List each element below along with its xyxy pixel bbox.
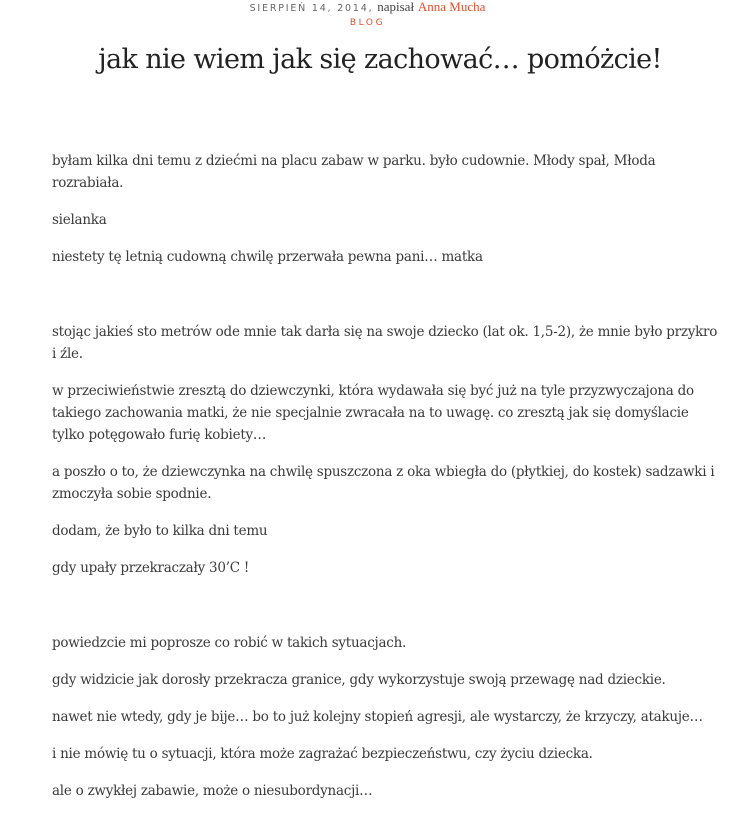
post-category-link[interactable]: BLOG bbox=[349, 18, 386, 28]
paragraph-spacer bbox=[52, 283, 718, 321]
paragraph: gdy upały przekraczały 30’C ! bbox=[52, 560, 250, 576]
paragraph: a poszło o to, że dziewczynka na chwilę spuszczona z oka wbiegła do (płytkiej, do kostek) sadzawki i zmoczyła sobie spodnie. bbox=[52, 464, 715, 502]
paragraph: stojąc jakieś sto metrów ode mnie tak darła się na swoje dziecko (lat ok. 1,5-2), że mnie było przykro i źle. bbox=[52, 324, 718, 362]
paragraph: dodam, że było to kilka dni temu bbox=[52, 523, 268, 539]
paragraph: ale o zwykłej zabawie, może o niesubordynacji… bbox=[52, 783, 373, 799]
paragraph: niestety tę letnią cudowną chwilę przerwała pewna pani… matka bbox=[52, 249, 483, 265]
paragraph: nawet nie wtedy, gdy je bije… bo to już kolejny stopień agresji, ale wystarczy, że krzyczy, atakuje… bbox=[52, 709, 703, 725]
paragraph: i nie mówię tu o sytuacji, która może zagrażać bezpieczeństwu, czy życiu dziecka. bbox=[52, 746, 593, 762]
paragraph: gdy widzicie jak dorosły przekracza granice, gdy wykorzystuje swoją przewagę nad dzieckie. bbox=[52, 672, 666, 688]
post-content bbox=[52, 150, 718, 817]
paragraph-spacer bbox=[52, 594, 718, 632]
post-date: SIERPIEŃ 14, 2014, bbox=[249, 3, 374, 14]
paragraph: sielanka bbox=[52, 212, 107, 228]
post-author-prefix: napisał bbox=[377, 0, 415, 14]
post-author-link[interactable]: Anna Mucha bbox=[417, 0, 486, 14]
paragraph: w przeciwieństwie zresztą do dziewczynki, która wydawała się być już na tyle przyzwyczajona do takiego zachowania matki, że nie specjalnie zwracała na to uwagę. co zresztą jak się domyślacie tylko potęgowało furię kobiety… bbox=[52, 383, 694, 443]
post-meta bbox=[0, 0, 735, 15]
paragraph: powiedzcie mi poprosze co robić w takich sytuacjach. bbox=[52, 635, 407, 651]
paragraph: byłam kilka dni temu z dziećmi na placu zabaw w parku. było cudownie. Młody spał, Młoda rozrabiała. bbox=[52, 153, 656, 191]
post-title: jak nie wiem jak się zachować… pomóżcie! bbox=[98, 44, 662, 75]
